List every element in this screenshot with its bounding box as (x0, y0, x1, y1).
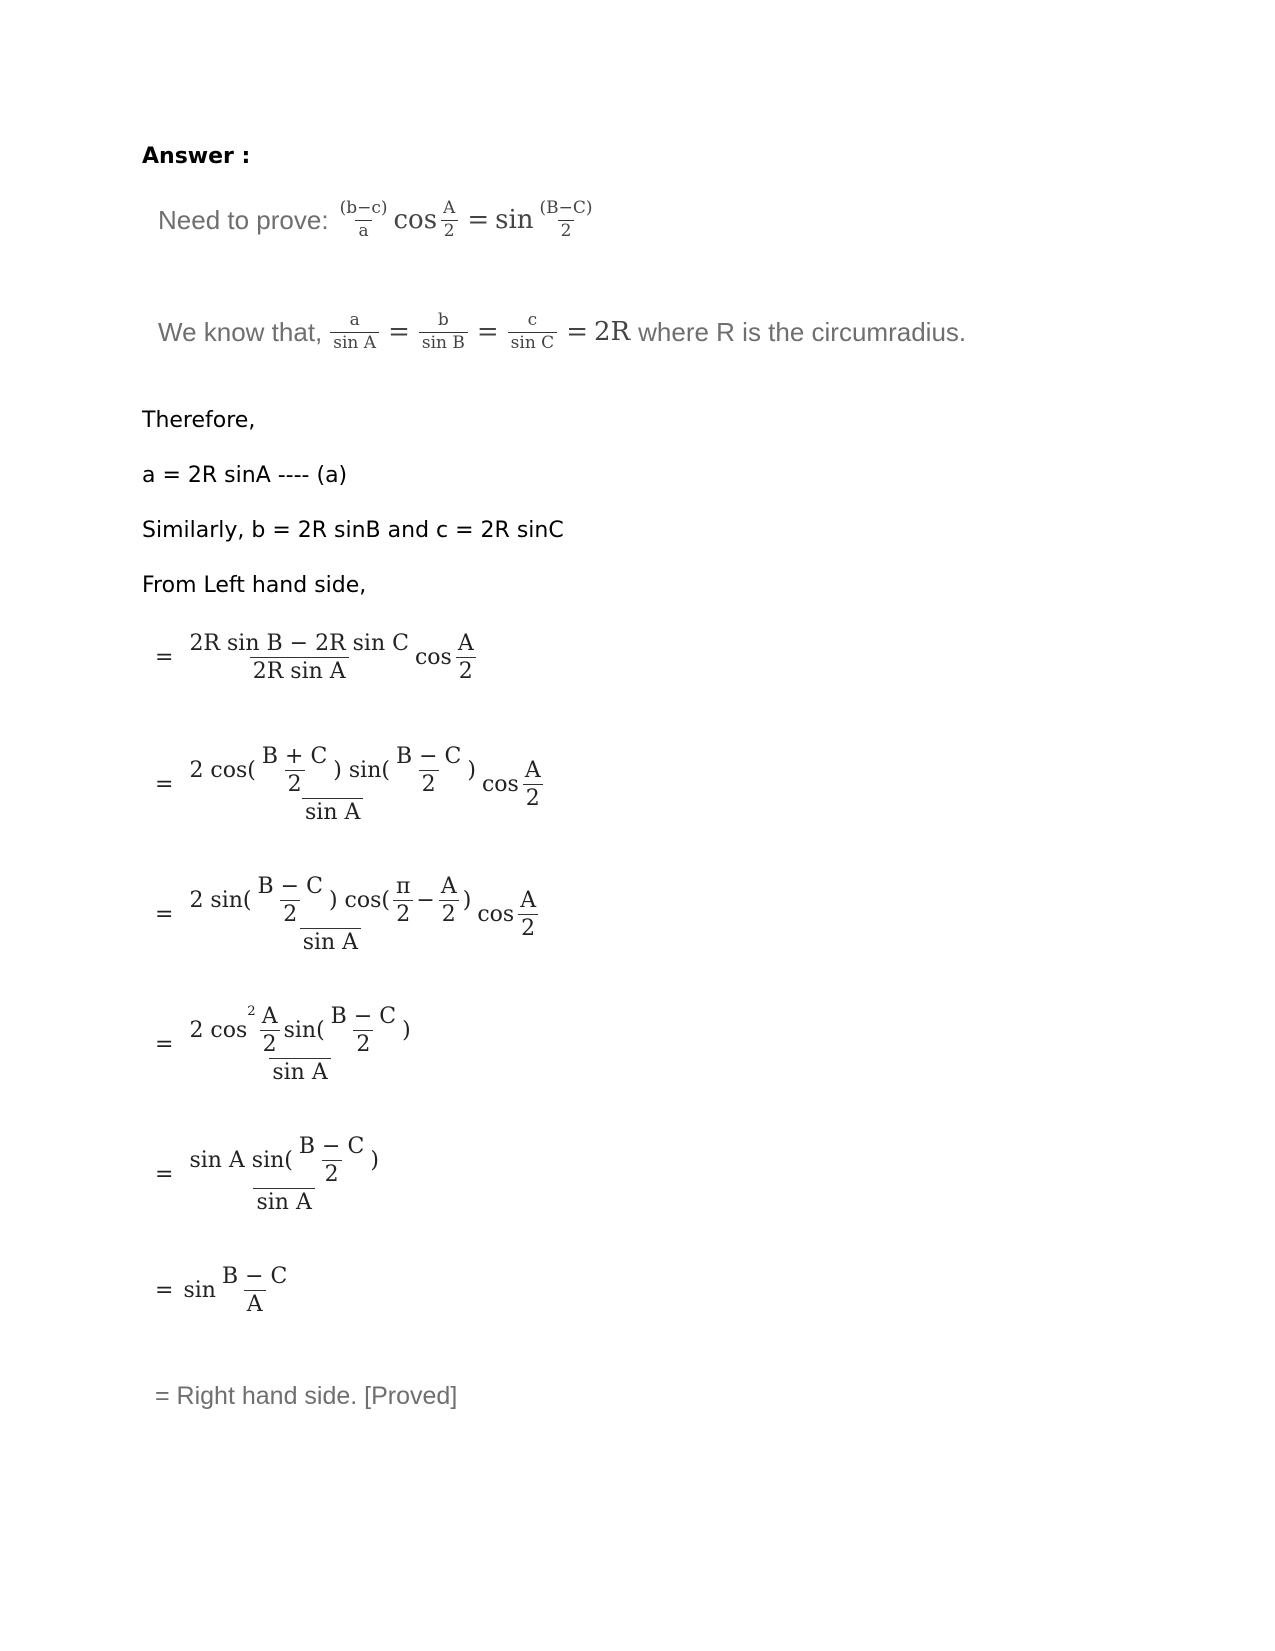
step-6-denominator: A (244, 1290, 266, 1316)
inner-numerator: B + C (261, 744, 328, 769)
inner-fraction (259, 745, 330, 796)
frac-denominator: sin B (419, 332, 468, 353)
inner-numerator: A (261, 1004, 278, 1029)
inner-denominator: 2 (280, 900, 300, 926)
half-denominator: 2 (518, 914, 538, 940)
inner-fraction (393, 745, 464, 796)
numerator-text: ) sin( (333, 758, 390, 784)
sin-label: sin (183, 1278, 216, 1304)
equals-sign: = (155, 1032, 174, 1058)
step-4-numerator (186, 1005, 413, 1058)
step-6 (155, 1265, 293, 1316)
inner-numerator: A (440, 874, 457, 899)
rhs-numerator: (B−C) (539, 198, 593, 218)
inner-fraction (438, 875, 460, 926)
step-5-numerator (186, 1135, 381, 1188)
step-1-denominator: 2R sin A (250, 657, 349, 683)
numerator-text: ) (370, 1148, 379, 1174)
equals-sign: = (467, 205, 490, 236)
numerator-text: 2 cos( (189, 758, 256, 784)
conclusion-text: = Right hand side. [Proved] (155, 1382, 458, 1410)
half-denominator: 2 (523, 784, 543, 810)
step-4-denominator: sin A (269, 1058, 330, 1084)
inner-denominator: 2 (353, 1030, 373, 1056)
cos-label: cos (414, 645, 452, 671)
equals-sign: = (566, 317, 588, 348)
step-2-numerator (186, 745, 479, 798)
inner-denominator: 2 (393, 900, 413, 926)
similarly-text: Similarly, b = 2R sinB and c = 2R sinC (142, 518, 564, 543)
inner-fraction (296, 1135, 367, 1186)
frac-numerator: c (527, 310, 538, 330)
equals-sign: = (155, 772, 174, 798)
half-angle-fraction (440, 200, 458, 241)
step-2-denominator: sin A (302, 798, 363, 824)
numerator-text: sin A sin( (189, 1148, 293, 1174)
numerator-text: ) (462, 888, 472, 914)
we-know-lead: We know that, (158, 316, 323, 347)
step-2 (155, 745, 547, 824)
step-4 (155, 1005, 417, 1084)
half-numerator: A (443, 198, 456, 218)
inner-denominator: 2 (285, 770, 305, 796)
step-6-fraction (219, 1265, 290, 1316)
frac-numerator: a (349, 310, 360, 330)
cos-label: cos (393, 205, 438, 236)
half-denominator: 2 (441, 220, 458, 241)
a-over-sin-a (330, 312, 379, 353)
need-to-prove-lead: Need to prove: (158, 204, 329, 235)
step-3-numerator (186, 875, 474, 928)
cos-label: cos (481, 772, 519, 798)
numerator-text: ) (402, 1018, 411, 1044)
step-4-fraction (186, 1005, 413, 1084)
inner-fraction (393, 875, 413, 926)
superscript: 2 (247, 1004, 256, 1019)
inner-numerator: B − C (330, 1004, 397, 1029)
from-lhs-text: From Left hand side, (142, 573, 367, 598)
inner-denominator: 2 (439, 900, 459, 926)
half-angle-fraction (517, 889, 539, 940)
step-6-numerator: B − C (221, 1264, 288, 1289)
lhs-numerator: (b−c) (339, 198, 388, 218)
we-know-line (158, 312, 966, 353)
minus-sign: − (416, 888, 435, 914)
step-2-fraction (186, 745, 479, 824)
equals-sign: = (155, 902, 174, 928)
b-over-sin-b (419, 312, 468, 353)
answer-label: Answer : (142, 144, 251, 169)
equals-sign: = (155, 1162, 174, 1188)
inner-numerator: B − C (257, 874, 323, 899)
frac-denominator: sin C (508, 332, 558, 353)
step-3 (155, 875, 542, 954)
equals-sign: = (388, 317, 410, 348)
numerator-text: ) (467, 758, 476, 784)
half-angle-fraction (455, 632, 477, 683)
step-5-denominator: sin A (253, 1188, 314, 1214)
circumradius-value: 2R (594, 317, 631, 348)
half-numerator: A (524, 758, 541, 784)
inner-numerator: B − C (298, 1134, 365, 1159)
step-3-denominator: sin A (300, 928, 361, 954)
we-know-tail: where R is the circumradius. (638, 316, 967, 347)
inner-fraction (255, 875, 326, 926)
step-5-fraction (186, 1135, 381, 1214)
inner-fraction (328, 1005, 399, 1056)
equals-sign: = (155, 645, 174, 671)
step-1 (155, 632, 480, 683)
step-3-fraction (186, 875, 474, 954)
numerator-text: 2 sin( (189, 888, 252, 914)
half-numerator: A (520, 888, 537, 914)
equals-sign: = (155, 1278, 174, 1304)
inner-numerator: π (395, 874, 411, 899)
inner-denominator: 2 (260, 1030, 280, 1056)
inner-denominator: 2 (419, 770, 439, 796)
step-5 (155, 1135, 385, 1214)
equals-sign: = (476, 317, 499, 348)
step-1-fraction (186, 632, 412, 683)
c-over-sin-c (508, 312, 558, 353)
need-to-prove-line (158, 200, 599, 241)
frac-numerator: b (437, 310, 449, 330)
inner-numerator: B − C (395, 744, 462, 769)
half-denominator: 2 (456, 657, 476, 683)
numerator-text: ) cos( (328, 888, 390, 914)
sin-label: sin (495, 205, 534, 236)
lhs-denominator: a (355, 220, 371, 241)
therefore-text: Therefore, (142, 408, 256, 433)
inner-denominator: 2 (322, 1160, 342, 1186)
frac-denominator: sin A (330, 332, 379, 353)
half-angle-fraction (522, 759, 544, 810)
step-1-numerator: 2R sin B − 2R sin C (189, 631, 409, 656)
numerator-text: 2 cos (189, 1018, 248, 1044)
equation-a: a = 2R sinA ---- (a) (142, 463, 348, 488)
numerator-text: sin( (283, 1018, 325, 1044)
lhs-fraction (337, 200, 391, 241)
inner-fraction (259, 1005, 281, 1056)
half-numerator: A (457, 631, 474, 656)
rhs-denominator: 2 (558, 220, 575, 241)
cos-label: cos (477, 902, 515, 928)
rhs-fraction (537, 200, 596, 241)
